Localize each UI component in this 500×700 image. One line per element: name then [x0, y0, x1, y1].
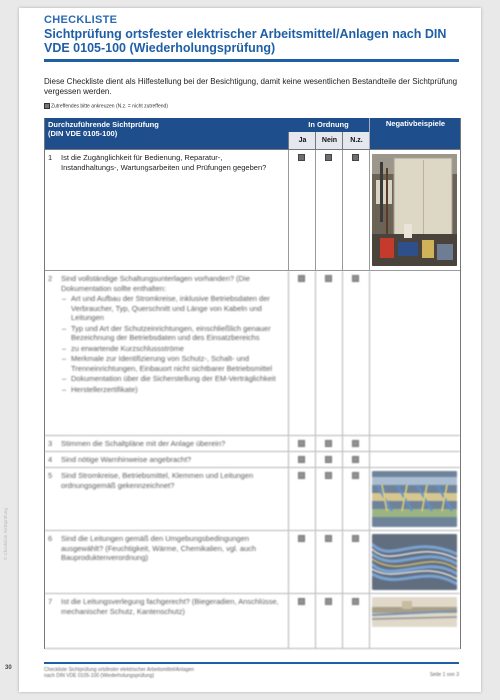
cable-tray-photo — [372, 597, 457, 627]
wiring-terminals-photo — [372, 471, 457, 527]
checkbox-na[interactable] — [352, 472, 359, 479]
row-number: 4 — [48, 455, 53, 464]
row-number: 7 — [48, 597, 53, 606]
footer-rule — [44, 662, 459, 664]
row-question: Sind die Leitungen gemäß den Umgebungsbedingungen ausgewählt? (Feuchtigkeit, Wärme, Chemikalien, vgl. auch Bauproduktenverordnung) — [61, 534, 257, 562]
col-divider — [342, 594, 343, 648]
list-item: – Art und Aufbau der Stromkreise, inklusive Betriebsdaten der Verbraucher, Typ, Querschnitt und Länge von Kabeln und Leitungen — [71, 294, 281, 323]
header-yes: Ja — [288, 132, 316, 149]
header-status: In Ordnung — [308, 120, 349, 129]
header-check-label: Durchzuführende Sichtprüfung — [48, 120, 159, 129]
document-kicker: CHECKLISTE — [44, 14, 118, 26]
col-divider — [288, 594, 289, 648]
col-divider — [288, 452, 289, 467]
page-number: Seite 1 von 3 — [429, 672, 459, 678]
col-divider — [342, 531, 343, 593]
checkbox-no[interactable] — [325, 154, 332, 161]
list-item: – Typ und Art der Schutzeinrichtungen, einschließlich genauer Bezeichnung der Betriebsdaten und des Einsatzbereichs — [71, 324, 281, 343]
col-divider — [288, 436, 289, 451]
footer-line-2: nach DIN VDE 0105-100 (Wiederholungsprüfung) — [44, 673, 155, 679]
row-question: Ist die Leitungsverlegung fachgerecht? (Biegeradien, Anschlüsse, mechanischer Schutz, Kantenschutz) — [61, 597, 279, 616]
header-check — [48, 120, 258, 138]
row-question: Stimmen die Schaltpläne mit der Anlage überein? — [61, 439, 226, 448]
table-row — [45, 150, 460, 271]
col-divider — [315, 531, 316, 593]
table-header — [45, 118, 460, 150]
col-divider — [315, 271, 316, 435]
header-na: N.z. — [342, 132, 370, 149]
table-row — [45, 271, 460, 436]
checkbox-legend-icon — [44, 103, 50, 109]
col-divider — [288, 271, 289, 435]
col-divider — [315, 452, 316, 467]
bullet-list — [61, 294, 281, 394]
table-row — [45, 436, 460, 452]
col-divider — [342, 271, 343, 435]
col-divider — [369, 271, 370, 435]
col-divider — [288, 531, 289, 593]
checkbox-yes[interactable] — [298, 154, 305, 161]
col-divider — [288, 150, 289, 270]
col-divider — [315, 436, 316, 451]
checkbox-na[interactable] — [352, 440, 359, 447]
side-copyright-text: © Checkliste Sichtprüfung — [3, 508, 8, 560]
col-divider — [369, 594, 370, 648]
page-badge: 30 — [5, 665, 12, 671]
col-divider — [342, 452, 343, 467]
legend-text: Zutreffendes bitte ankreuzen (N.z. = nicht zutreffend) — [51, 103, 168, 110]
col-divider — [369, 150, 370, 270]
col-divider — [369, 468, 370, 530]
list-item: – Herstellerzertifikate) — [71, 385, 281, 395]
list-item: – zu erwartende Kurzschlussströme — [71, 344, 281, 354]
checkbox-yes[interactable] — [298, 472, 305, 479]
row-number: 3 — [48, 439, 53, 448]
row-number: 5 — [48, 471, 53, 480]
checkbox-yes[interactable] — [298, 535, 305, 542]
document-page — [19, 8, 481, 692]
checkbox-yes[interactable] — [298, 275, 305, 282]
col-divider — [342, 468, 343, 530]
col-divider — [342, 150, 343, 270]
col-divider — [288, 468, 289, 530]
row-question: Ist die Zugänglichkeit für Bedienung, Reparatur-, Instandhaltungs-, Wartungsarbeiten und Prüfungen gegeben? — [61, 153, 267, 172]
checkbox-no[interactable] — [325, 440, 332, 447]
row-number: 6 — [48, 534, 53, 543]
checkbox-yes[interactable] — [298, 598, 305, 605]
header-no: Nein — [315, 132, 343, 149]
list-item: – Merkmale zur Identifizierung von Schutz-, Schalt- und Trenneinrichtungen, Einbauort nicht sichtbarer Betriebsmittel — [71, 354, 281, 373]
checklist-table — [44, 118, 461, 649]
document-title: Sichtprüfung ortsfester elektrischer Arbeitsmittel/Anlagen nach DIN VDE 0105-100 (Wiederholungsprüfung) — [44, 27, 447, 55]
row-number: 1 — [48, 153, 53, 162]
checkbox-na[interactable] — [352, 535, 359, 542]
row-question-text: Sind vollständige Schaltungsunterlagen vorhanden? (Die Dokumentation sollte enthalten: — [61, 274, 250, 293]
col-divider — [369, 452, 370, 467]
checkbox-no[interactable] — [325, 456, 332, 463]
row-question — [61, 274, 281, 395]
table-row — [45, 594, 460, 649]
cable-bundle-photo — [372, 534, 457, 590]
list-item: – Dokumentation über die Sicherstellung der EM-Verträglichkeit — [71, 374, 281, 384]
checkbox-na[interactable] — [352, 598, 359, 605]
header-check-sub: (DIN VDE 0105-100) — [48, 129, 118, 138]
legend — [44, 103, 168, 109]
header-examples: Negativbeispiele — [369, 118, 461, 149]
row-number: 2 — [48, 274, 53, 283]
col-divider — [315, 150, 316, 270]
col-divider — [369, 531, 370, 593]
checkbox-no[interactable] — [325, 472, 332, 479]
checkbox-yes[interactable] — [298, 456, 305, 463]
col-divider — [342, 436, 343, 451]
row-question: Sind Stromkreise, Betriebsmittel, Klemmen und Leitungen ordnungsgemäß gekennzeichnet? — [61, 471, 254, 490]
electrical-cabinet-photo — [372, 154, 457, 266]
checkbox-no[interactable] — [325, 275, 332, 282]
checkbox-yes[interactable] — [298, 440, 305, 447]
checkbox-no[interactable] — [325, 535, 332, 542]
checkbox-na[interactable] — [352, 456, 359, 463]
title-rule — [44, 59, 459, 62]
table-row — [45, 468, 460, 531]
col-divider — [315, 594, 316, 648]
checkbox-na[interactable] — [352, 275, 359, 282]
page-footer — [44, 667, 459, 679]
intro-text: Diese Checkliste dient als Hilfestellung bei der Besichtigung, damit keine wesentlichen Bestandteile der Sichtprüfung vergessen werden. — [44, 77, 458, 96]
table-row — [45, 531, 460, 594]
col-divider — [315, 468, 316, 530]
checkbox-no[interactable] — [325, 598, 332, 605]
footer-line-1: Checkliste Sichtprüfung ortsfester elektrischer Arbeitsmittel/Anlagen — [44, 667, 195, 673]
checkbox-na[interactable] — [352, 154, 359, 161]
row-question: Sind nötige Warnhinweise angebracht? — [61, 455, 192, 464]
col-divider — [369, 436, 370, 451]
table-row — [45, 452, 460, 468]
